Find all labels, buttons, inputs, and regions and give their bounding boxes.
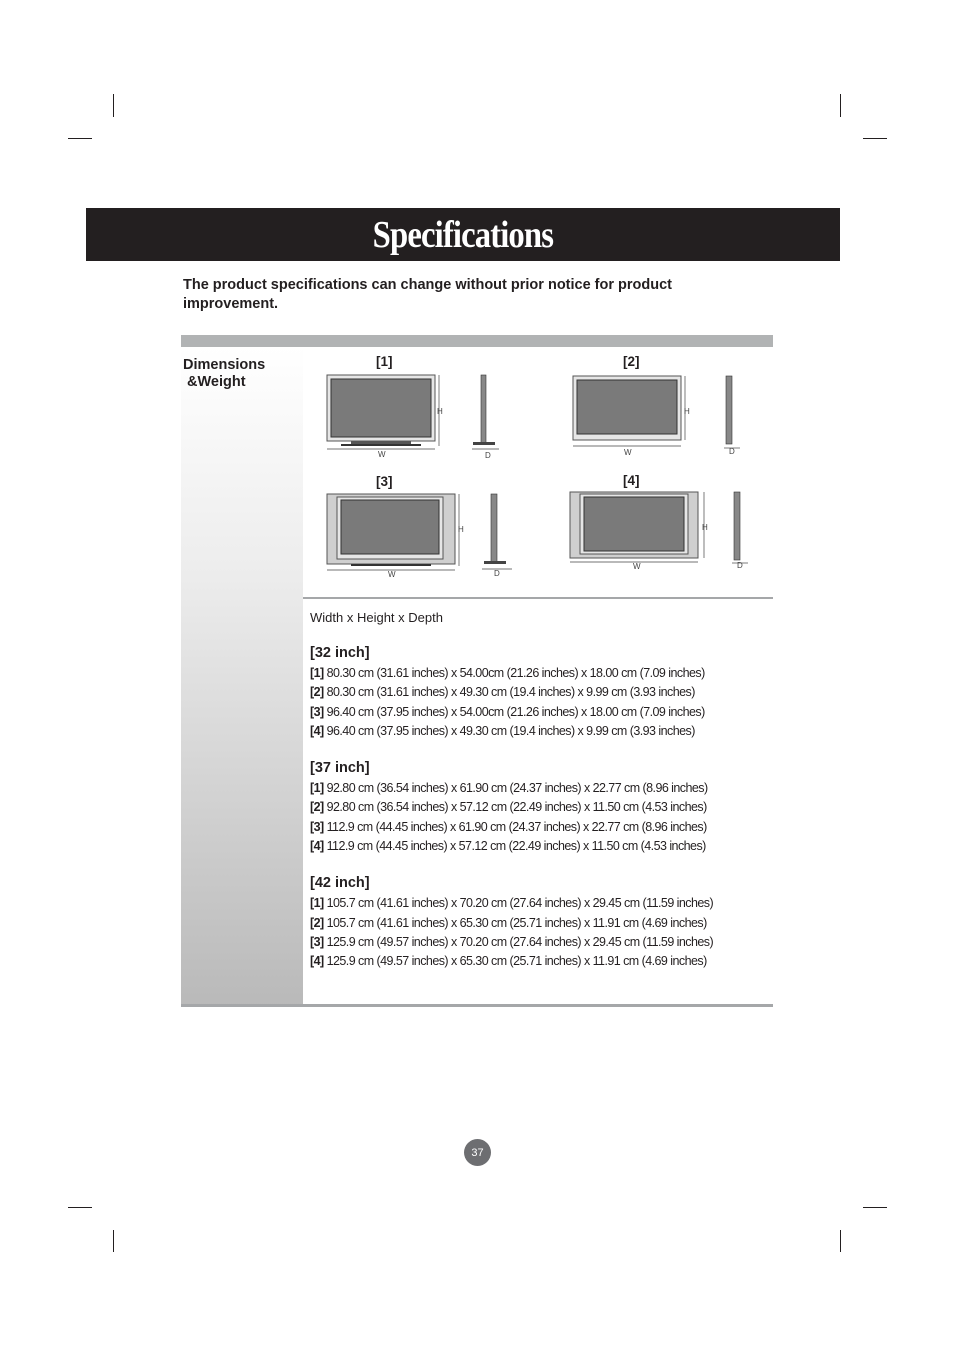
spec-row: [2] 92.80 cm (36.54 inches) x 57.12 cm (22.49 inches) x 11.50 cm (4.53 inches): [310, 800, 707, 815]
size-group-32: [310, 645, 770, 741]
width-label: W: [378, 450, 386, 459]
spec-row: [2] 80.30 cm (31.61 inches) x 49.30 cm (19.4 inches) x 9.99 cm (3.93 inches): [310, 685, 695, 700]
tv-diagram-2: [568, 370, 768, 460]
depth-label: D: [737, 561, 743, 570]
table-bottom-line: [181, 1004, 773, 1007]
crop-mark: [68, 138, 92, 139]
size-group-37: [310, 760, 770, 856]
width-label: W: [388, 570, 396, 579]
crop-mark: [840, 94, 841, 117]
figure-label-2: [2]: [623, 354, 640, 369]
spec-row: [1] 80.30 cm (31.61 inches) x 54.00cm (21.26 inches) x 18.00 cm (7.09 inches): [310, 666, 705, 680]
size-title: [42 inch]: [310, 875, 370, 892]
page-number: 37: [464, 1139, 491, 1166]
width-label: W: [633, 562, 641, 571]
size-group-42: [310, 875, 770, 971]
tv-diagram-4: [568, 490, 768, 580]
dimension-intro: Width x Height x Depth: [310, 610, 443, 625]
height-label: H: [702, 523, 708, 532]
spec-row: [2] 105.7 cm (41.61 inches) x 65.30 cm (25.71 inches) x 11.91 cm (4.69 inches): [310, 915, 707, 930]
figure-label-4: [4]: [623, 473, 640, 488]
spec-table: [181, 335, 773, 1007]
spec-list: [310, 610, 770, 991]
table-header-bar: [181, 335, 773, 347]
size-title: [37 inch]: [310, 760, 370, 777]
section-divider: [303, 597, 773, 599]
figure-label-1: [1]: [376, 354, 393, 369]
section-label: [183, 357, 265, 391]
depth-label: D: [485, 451, 491, 460]
size-title: [32 inch]: [310, 645, 370, 661]
spec-row: [1] 92.80 cm (36.54 inches) x 61.90 cm (24.37 inches) x 22.77 cm (8.96 inches): [310, 781, 708, 796]
spec-row: [3] 96.40 cm (37.95 inches) x 54.00cm (21.26 inches) x 18.00 cm (7.09 inches): [310, 704, 705, 719]
notice-text: The product specifications can change without prior notice for product improvement.: [183, 277, 673, 312]
tv-diagram-3: [321, 490, 521, 580]
spec-row: [4] 96.40 cm (37.95 inches) x 49.30 cm (19.4 inches) x 9.99 cm (3.93 inches): [310, 723, 695, 738]
depth-label: D: [729, 447, 735, 456]
spec-row: [4] 112.9 cm (44.45 inches) x 57.12 cm (22.49 inches) x 11.50 cm (4.53 inches): [310, 839, 706, 854]
section-label-line1: Dimensions: [183, 357, 266, 373]
depth-label: D: [494, 569, 500, 578]
title-bar: [86, 208, 840, 261]
section-label-line2: &Weight: [187, 374, 246, 390]
spec-row: [3] 112.9 cm (44.45 inches) x 61.90 cm (24.37 inches) x 22.77 cm (8.96 inches): [310, 819, 707, 834]
tv-diagram-1: [321, 370, 521, 460]
height-label: H: [437, 407, 443, 416]
height-label: H: [458, 525, 464, 534]
height-label: H: [684, 407, 690, 416]
spec-row: [3] 125.9 cm (49.57 inches) x 70.20 cm (27.64 inches) x 29.45 cm (11.59 inches): [310, 934, 714, 949]
crop-mark: [840, 1230, 841, 1252]
crop-mark: [863, 138, 887, 139]
figure-label-3: [3]: [376, 474, 393, 489]
spec-row: [4] 125.9 cm (49.57 inches) x 65.30 cm (25.71 inches) x 11.91 cm (4.69 inches): [310, 954, 707, 969]
crop-mark: [68, 1207, 92, 1208]
label-column: [181, 347, 303, 1007]
crop-mark: [863, 1207, 887, 1208]
crop-mark: [113, 94, 114, 117]
page-title: Specifications: [372, 213, 554, 256]
width-label: W: [624, 448, 632, 457]
spec-row: [1] 105.7 cm (41.61 inches) x 70.20 cm (27.64 inches) x 29.45 cm (11.59 inches): [310, 896, 714, 911]
crop-mark: [113, 1230, 114, 1252]
